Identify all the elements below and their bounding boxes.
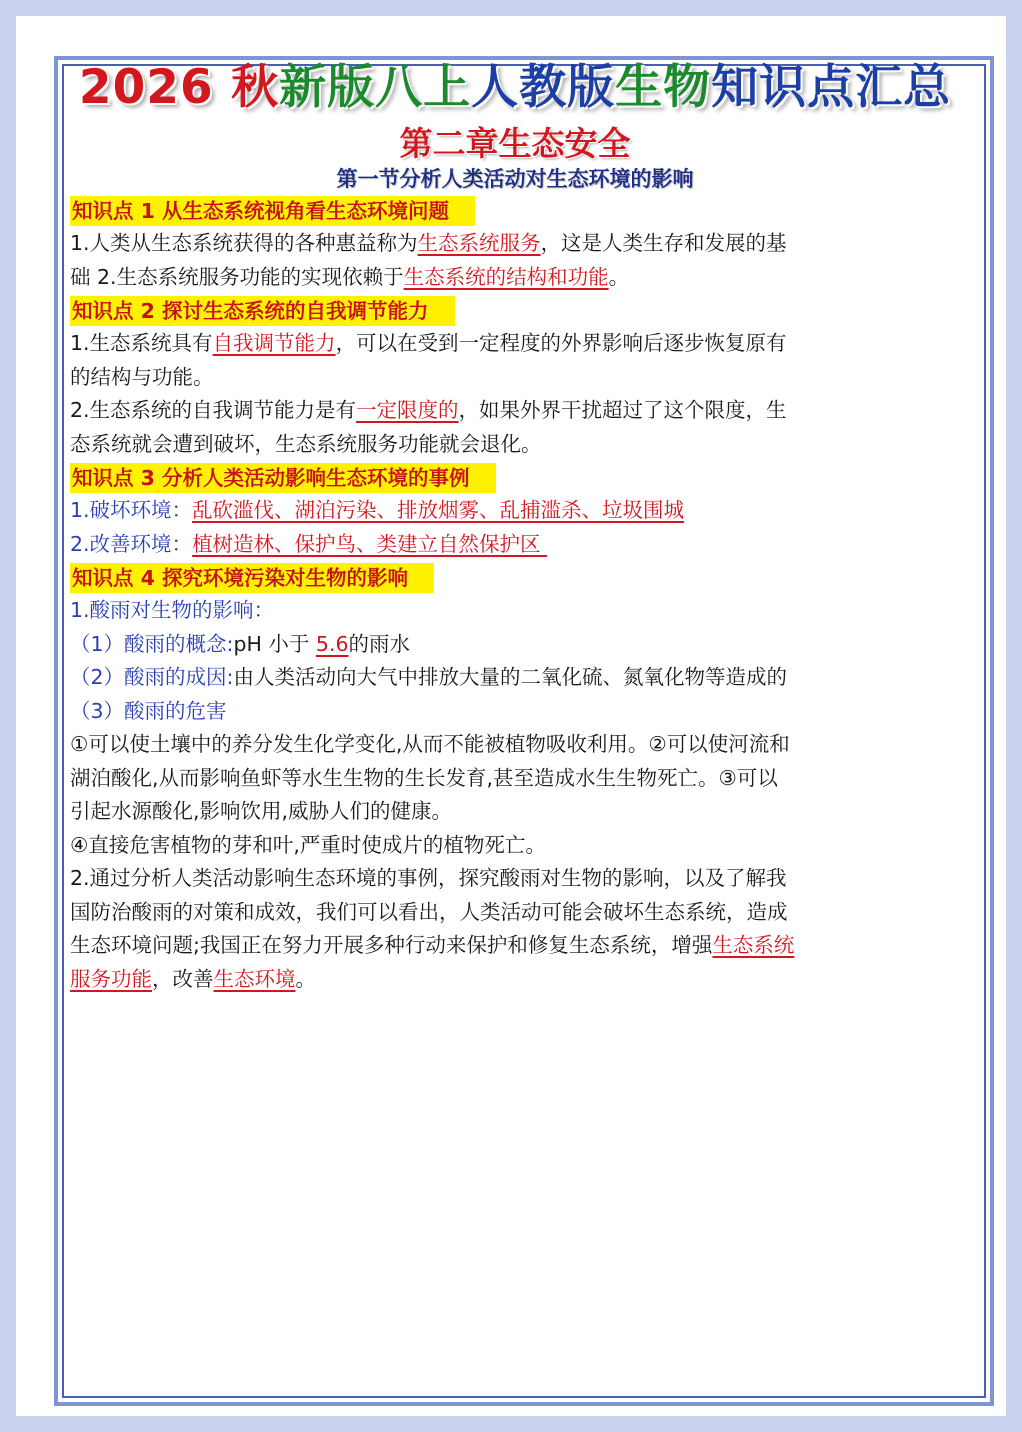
kp2-p1-line1	[70, 327, 960, 361]
title-new-grade: 新版八上	[279, 60, 472, 115]
kp1-line1-tail: ，这是人类生存和发展的基	[540, 231, 787, 255]
kp2-heading: 知识点 2 探讨生态系统的自我调节能力	[70, 296, 455, 326]
kp4-concept-label: （1）酸雨的概念:	[70, 631, 234, 656]
kp2-p1-line2: 的结构与功能。	[70, 364, 214, 389]
kp4-cause-label: （2）酸雨的成因:	[70, 665, 234, 689]
kp4-p2-line3-text: 生态环境问题;我国正在努力开展多种行动来保护和修复生态系统，增强	[70, 933, 713, 957]
kp3-improve-line	[70, 528, 960, 562]
kp3-destroy-items: 乱砍滥伐、湖泊污染、排放烟雾、乱捕滥杀、垃圾围城	[192, 498, 685, 522]
kp4-p2-line1: 2.通过分析人类活动影响生态环境的事例，探究酸雨对生物的影响，以及了解我	[70, 866, 787, 890]
kp1-line2	[70, 261, 960, 295]
title-summary: 知识点汇总	[711, 60, 952, 115]
document-content	[70, 58, 960, 996]
title-subject: 生物	[615, 60, 712, 115]
kp2-answer-self-regulation: 自我调节能力	[212, 331, 336, 355]
kp4-harm-line1: ①可以使土壤中的养分发生化学变化,从而不能被植物吸收利用。②可以使河流和	[70, 732, 790, 756]
kp2-heading-row	[70, 294, 960, 327]
kp4-answer-eco-environment: 生态环境	[213, 966, 296, 991]
kp3-heading: 知识点 3 分析人类活动影响生态环境的事例	[70, 463, 496, 493]
kp1-line2-tail: 。	[608, 264, 630, 289]
kp4-answer-ph-value: 5.6	[315, 631, 349, 656]
main-title	[70, 58, 960, 118]
kp4-cause-line	[70, 661, 960, 695]
kp4-harm-line4: ④直接危害植物的芽和叶,严重时使成片的植物死亡。	[70, 832, 546, 857]
kp2-p2-line2: 态系统就会遭到破坏，生态系统服务功能就会退化。	[70, 431, 542, 456]
kp4-answer-service-function: 服务功能	[70, 966, 152, 991]
kp1-heading: 知识点 1 从生态系统视角看生态环境问题	[70, 196, 475, 226]
kp3-destroy-label: 1.破坏环境：	[70, 498, 193, 522]
kp1-line2-text: 础 2.生态系统服务功能的实现依赖于	[70, 264, 404, 289]
kp4-p2-line4-text: ，改善	[152, 966, 214, 991]
kp1-answer-ecosystem-services: 生态系统服务	[417, 231, 541, 255]
kp4-harm-line2: 湖泊酸化,从而影响鱼虾等水生生物的生长发育,甚至造成水生生物死亡。③可以	[70, 765, 778, 790]
title-year: 2026	[78, 60, 214, 115]
kp3-heading-row	[70, 461, 960, 494]
kp4-heading: 知识点 4 探究环境污染对生物的影响	[70, 563, 434, 593]
kp1-line1-text: 1.人类从生态系统获得的各种惠益称为	[70, 231, 418, 255]
kp4-p2-line4-tail: 。	[295, 966, 316, 991]
title-publisher: 人教版	[471, 60, 616, 115]
kp3-improve-items: 植树造林、保护鸟、类建立自然保护区	[192, 531, 548, 556]
kp4-harm-label: （3）酸雨的危害	[70, 698, 227, 723]
kp4-p2-line2: 国防治酸雨的对策和成效，我们可以看出，人类活动可能会破坏生态系统，造成	[70, 899, 788, 924]
kp4-p2-line3	[70, 929, 960, 963]
kp4-p2-line4	[70, 963, 960, 997]
kp4-harm-line3: 引起水源酸化,影响饮用,威胁人们的健康。	[70, 799, 453, 823]
kp2-p2-tail: ，如果外界干扰超过了这个限度，生	[458, 398, 787, 422]
chapter-title: 第二章生态安全	[399, 124, 631, 163]
kp1-answer-structure-function: 生态系统的结构和功能	[403, 264, 609, 289]
kp3-improve-label: 2.改善环境：	[70, 531, 193, 556]
kp4-heading-row	[70, 561, 960, 594]
kp2-p2-line1	[70, 394, 960, 428]
title-autumn: 秋	[231, 60, 280, 115]
kp4-concept-text: pH 小于	[233, 631, 316, 656]
kp4-cause-text: 由人类活动向大气中排放大量的二氧化硫、氮氧化物等造成的	[233, 665, 787, 689]
kp3-destroy-line	[70, 494, 960, 528]
kp2-p1-text: 1.生态系统具有	[70, 331, 213, 355]
kp1-line1	[70, 227, 960, 261]
page-sheet	[16, 16, 1006, 1416]
kp4-sub1: 1.酸雨对生物的影响：	[70, 598, 275, 622]
kp4-concept-line	[70, 628, 960, 662]
kp4-answer-ecosystem: 生态系统	[712, 933, 795, 957]
kp4-concept-tail: 的雨水	[348, 631, 411, 656]
kp2-p2-text: 2.生态系统的自我调节能力是有	[70, 398, 357, 422]
section-title: 第一节分析人类活动对生态环境的影响	[336, 167, 694, 191]
kp2-p1-tail: ，可以在受到一定程度的外界影响后逐步恢复原有	[335, 331, 787, 355]
kp2-answer-limited: 一定限度的	[356, 398, 459, 422]
kp1-heading-row	[70, 194, 960, 227]
